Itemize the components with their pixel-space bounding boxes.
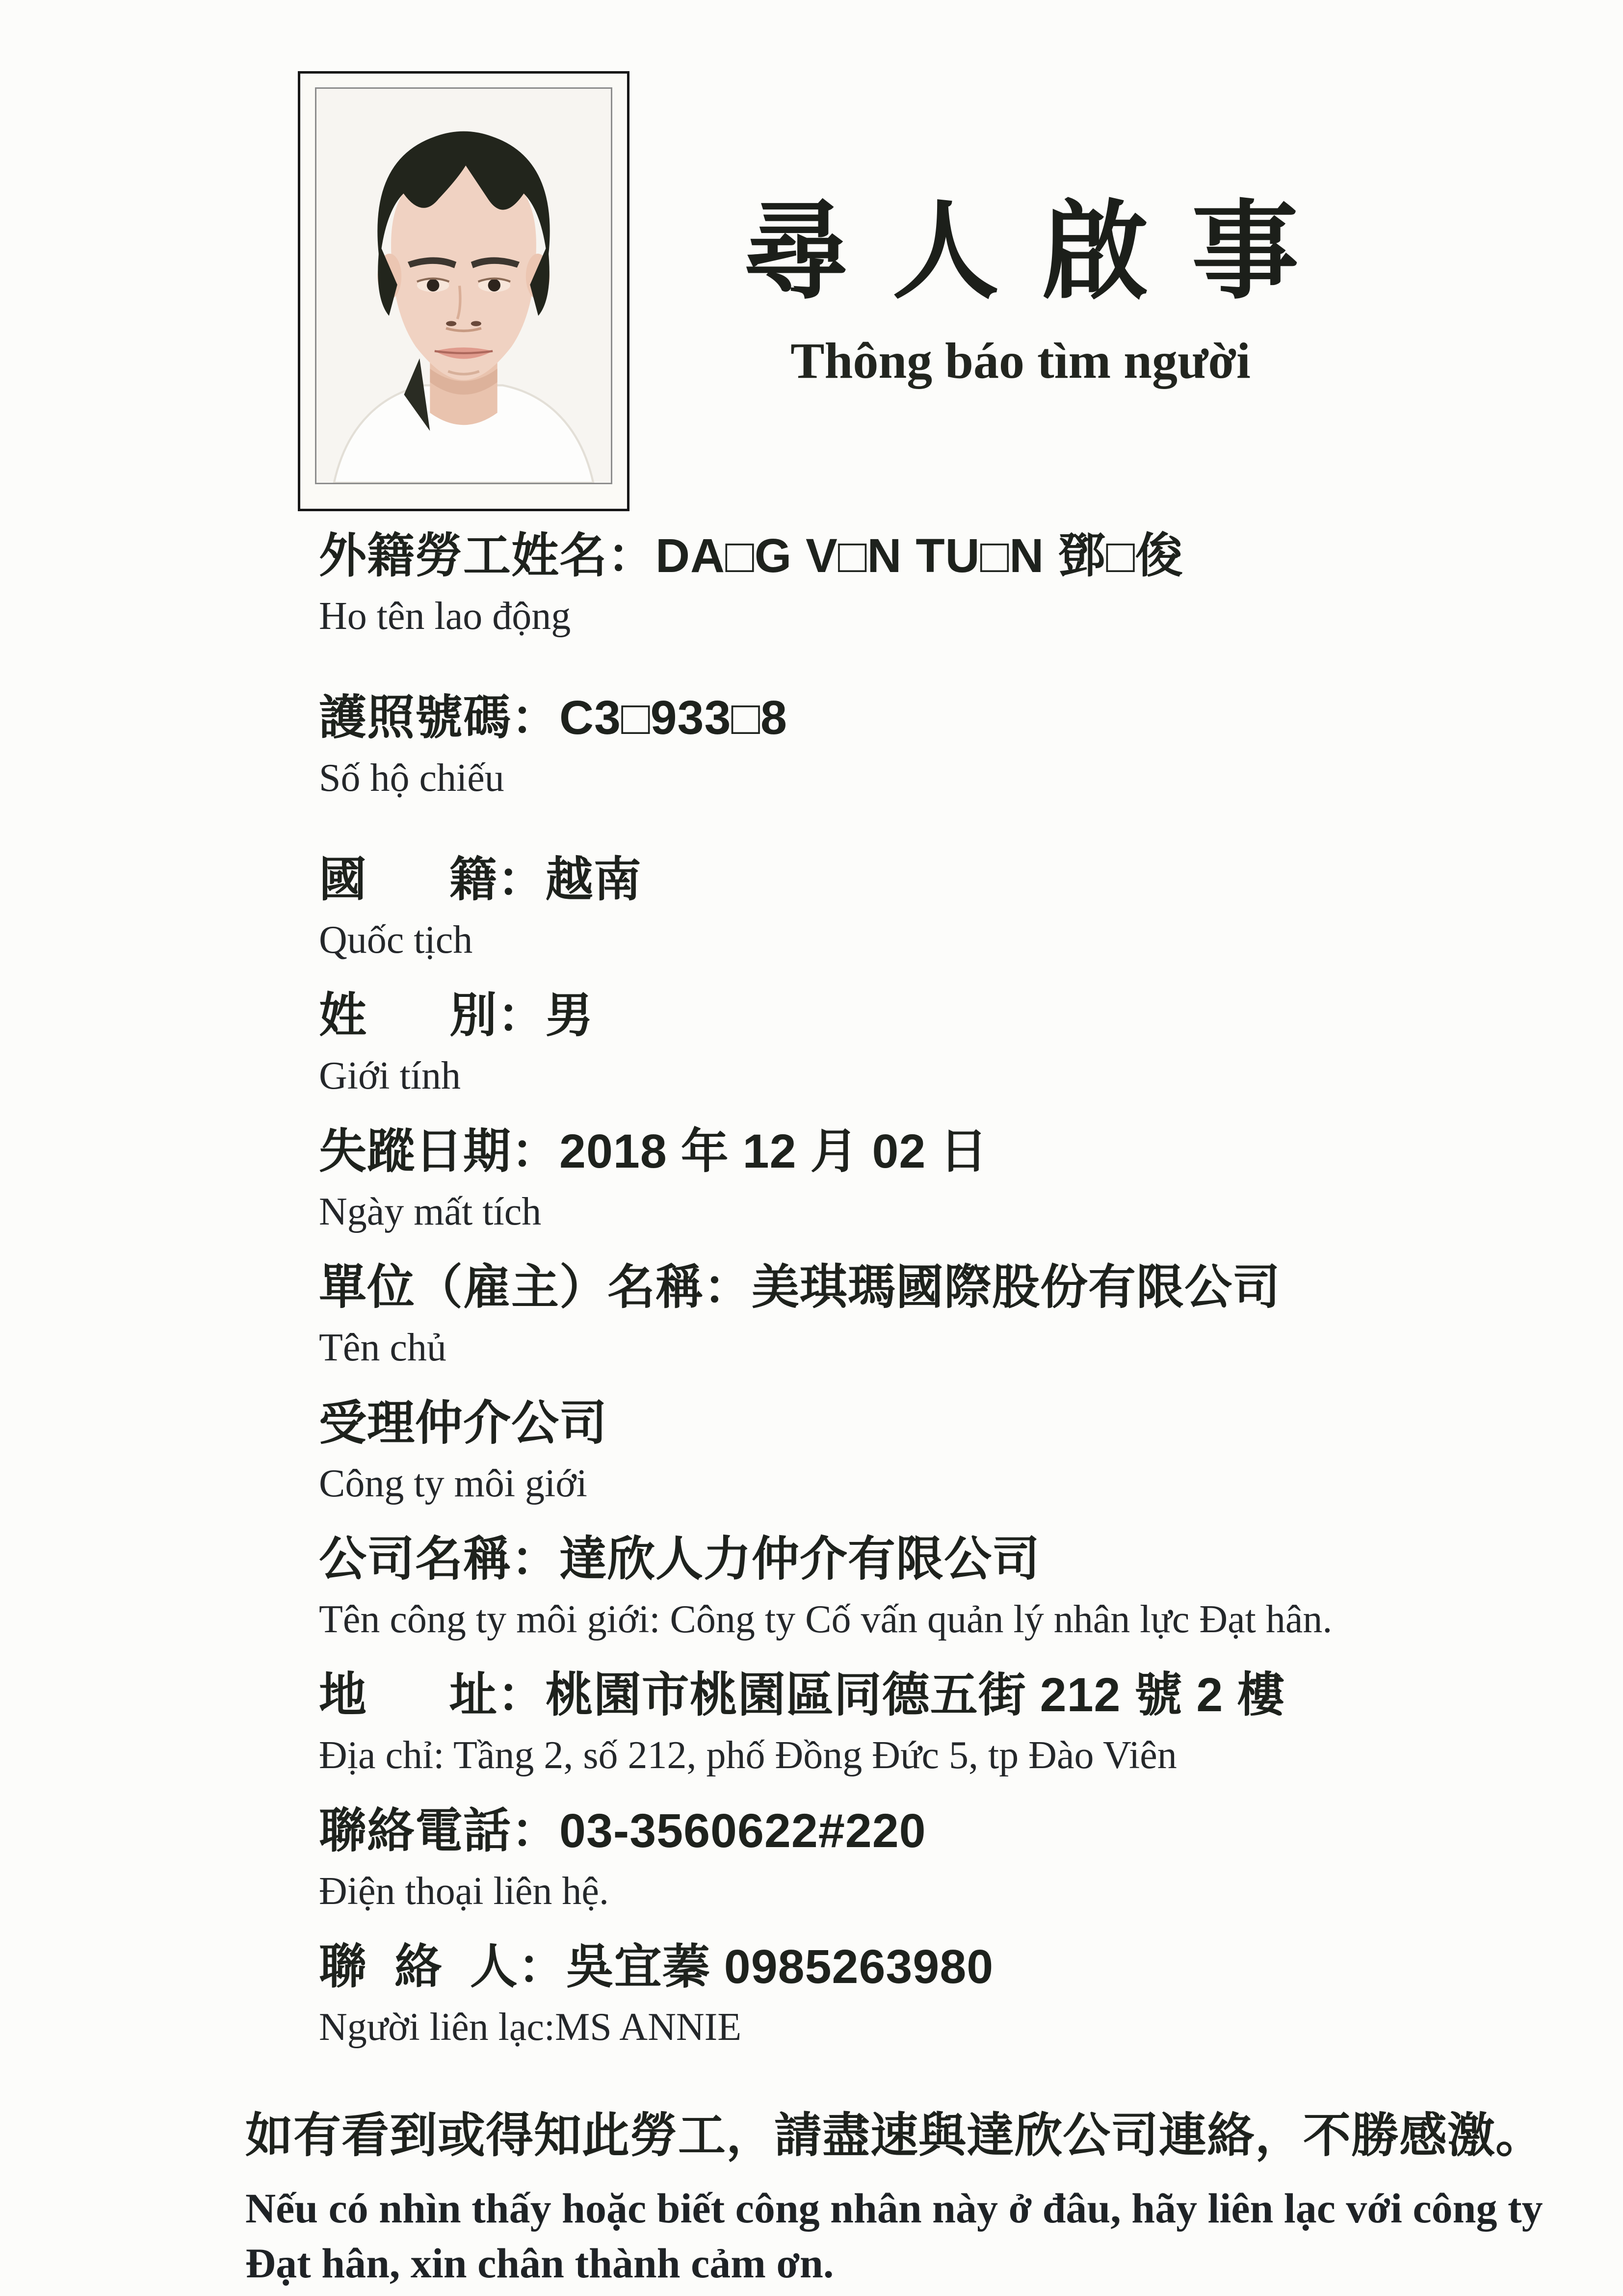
portrait-photo: [315, 87, 612, 484]
field-employer-name: 單位（雇主）名稱：美琪瑪國際股份有限公司: [319, 1260, 1281, 1314]
field-contact-person-vi: Người liên lạc:MS ANNIE: [319, 2006, 742, 2049]
field-nationality: 國 籍：越南: [319, 853, 642, 906]
field-missing-date: 失蹤日期：2018 年 12 月 02 日: [319, 1124, 988, 1178]
field-nationality-vi: Quốc tịch: [319, 918, 473, 962]
page-subtitle: Thông báo tìm người: [790, 332, 1251, 389]
portrait-photo-frame: [298, 71, 629, 511]
field-address: 地 址：桃園市桃園區同德五街 212 號 2 樓: [319, 1668, 1285, 1722]
portrait-illustration: [316, 89, 611, 483]
field-phone-vi: Điện thoại liên hệ.: [319, 1870, 609, 1913]
field-passport-no-vi: Số hộ chiếu: [319, 757, 504, 800]
footer-appeal: [245, 2110, 1565, 2291]
footer-appeal-vi: Nếu có nhìn thấy hoặc biết công nhân này ở đâu, hãy liên lạc với công ty Đạt hân, xin chân thành cảm ơn.: [245, 2185, 1543, 2287]
field-worker-name: 外籍勞工姓名：DA□G V□N TU□N 鄧□俊: [319, 529, 1183, 582]
title-block: [677, 192, 1364, 389]
field-missing-date-vi: Ngày mất tích: [319, 1190, 542, 1233]
field-broker-company: 公司名稱：達欣人力仲介有限公司: [319, 1532, 1040, 1586]
field-employer-name-vi: Tên chủ: [319, 1326, 446, 1369]
field-contact-person: 聯 絡 人：吳宜蓁 0985263980: [319, 1940, 994, 1993]
page-title: 尋人啟事: [742, 192, 1341, 312]
field-address-vi: Địa chỉ: Tầng 2, số 212, phố Đồng Đức 5, tp Đào Viên: [319, 1734, 1177, 1777]
field-gender: 姓 別：男: [319, 989, 594, 1042]
field-broker-company-vi: Tên công ty môi giới: Công ty Cố vấn quản lý nhân lực Đạt hân.: [319, 1598, 1333, 1641]
field-phone: 聯絡電話：03-3560622#220: [319, 1804, 926, 1857]
field-passport-no: 護照號碼：C3□933□8: [319, 691, 787, 744]
field-gender-vi: Giới tính: [319, 1054, 461, 1097]
field-broker-heading-vi: Công ty môi giới: [319, 1462, 587, 1505]
field-worker-name-vi: Ho tên lao động: [319, 595, 571, 638]
field-broker-heading: 受理仲介公司: [319, 1396, 607, 1450]
field-list: [319, 530, 1614, 2077]
footer-appeal-cjk: 如有看到或得知此勞工，請盡速與達欣公司連絡，不勝感激。: [245, 2109, 1544, 2162]
